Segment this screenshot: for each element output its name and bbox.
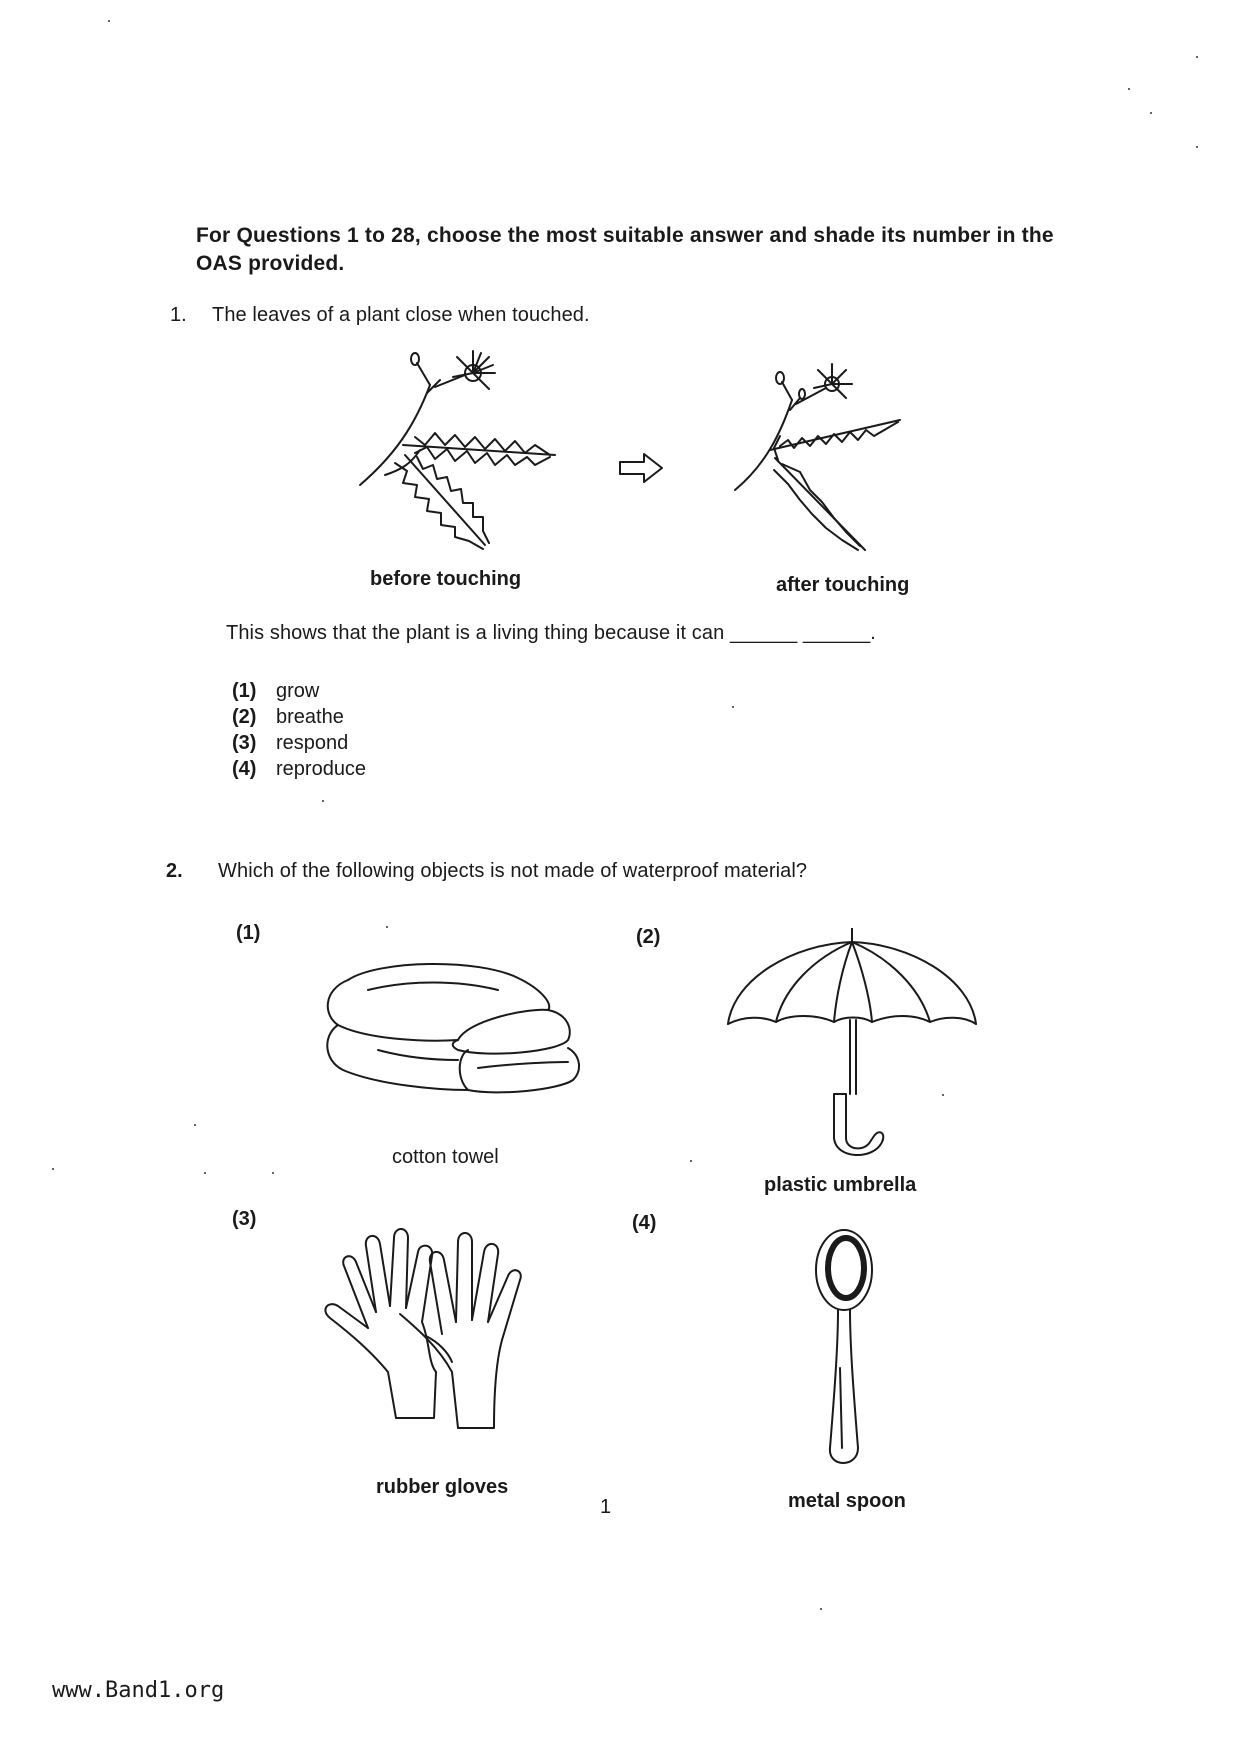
option-3-number: (3) (232, 1208, 257, 1230)
gloves-icon (318, 1222, 540, 1440)
question-1-number: 1. (170, 304, 187, 326)
scan-speck (820, 1608, 822, 1610)
footer-url: www.Band1.org (52, 1678, 225, 1703)
scan-speck (1150, 112, 1152, 114)
scan-speck (1196, 56, 1198, 58)
option-1 (232, 678, 366, 704)
scan-speck (204, 1172, 206, 1174)
question-1-options (232, 678, 366, 782)
option-3 (232, 730, 366, 756)
arrow-right-icon (618, 452, 666, 484)
option-text: reproduce (276, 758, 367, 780)
scan-speck (386, 926, 388, 928)
option-number: (3) (232, 732, 257, 754)
scan-speck (1128, 88, 1130, 90)
caption-before-touching: before touching (370, 568, 522, 590)
option-2-number: (2) (636, 926, 661, 948)
caption-metal-spoon: metal spoon (788, 1490, 906, 1512)
spoon-icon (808, 1228, 882, 1476)
option-4 (232, 756, 366, 782)
scan-speck (322, 800, 324, 802)
scan-speck (108, 20, 110, 22)
scan-speck (52, 1168, 54, 1170)
option-1-number: (1) (236, 922, 261, 944)
option-2 (232, 704, 366, 730)
question-2-number: 2. (166, 860, 183, 882)
caption-rubber-gloves: rubber gloves (376, 1476, 509, 1498)
question-1-text: The leaves of a plant close when touched. (212, 304, 590, 326)
option-text: respond (276, 732, 349, 754)
instructions: For Questions 1 to 28, choose the most suitable answer and shade its number in the OAS provided. (196, 224, 1054, 275)
page-number: 1 (600, 1496, 612, 1518)
plant-before-icon (355, 345, 575, 560)
caption-after-touching: after touching (776, 574, 910, 596)
option-4-number: (4) (632, 1212, 657, 1234)
scan-speck (194, 1124, 196, 1126)
flower-puff (814, 364, 852, 398)
scan-speck (942, 1094, 944, 1096)
scan-speck (732, 706, 734, 708)
scan-speck (690, 1160, 692, 1162)
option-text: grow (276, 680, 320, 702)
option-text: breathe (276, 706, 344, 728)
scan-speck (1196, 146, 1198, 148)
option-number: (2) (232, 706, 257, 728)
umbrella-icon (724, 928, 984, 1158)
option-number: (1) (232, 680, 257, 702)
scan-speck (272, 1172, 274, 1174)
caption-cotton-towel: cotton towel (392, 1146, 499, 1168)
caption-plastic-umbrella: plastic umbrella (764, 1174, 917, 1196)
plant-after-icon (730, 360, 920, 560)
question-1-stem: This shows that the plant is a living thing because it can ______ ______. (226, 622, 876, 644)
towel-icon (318, 950, 583, 1100)
option-number: (4) (232, 758, 257, 780)
flower-puff (453, 351, 495, 389)
question-2-text: Which of the following objects is not made of waterproof material? (218, 860, 808, 882)
